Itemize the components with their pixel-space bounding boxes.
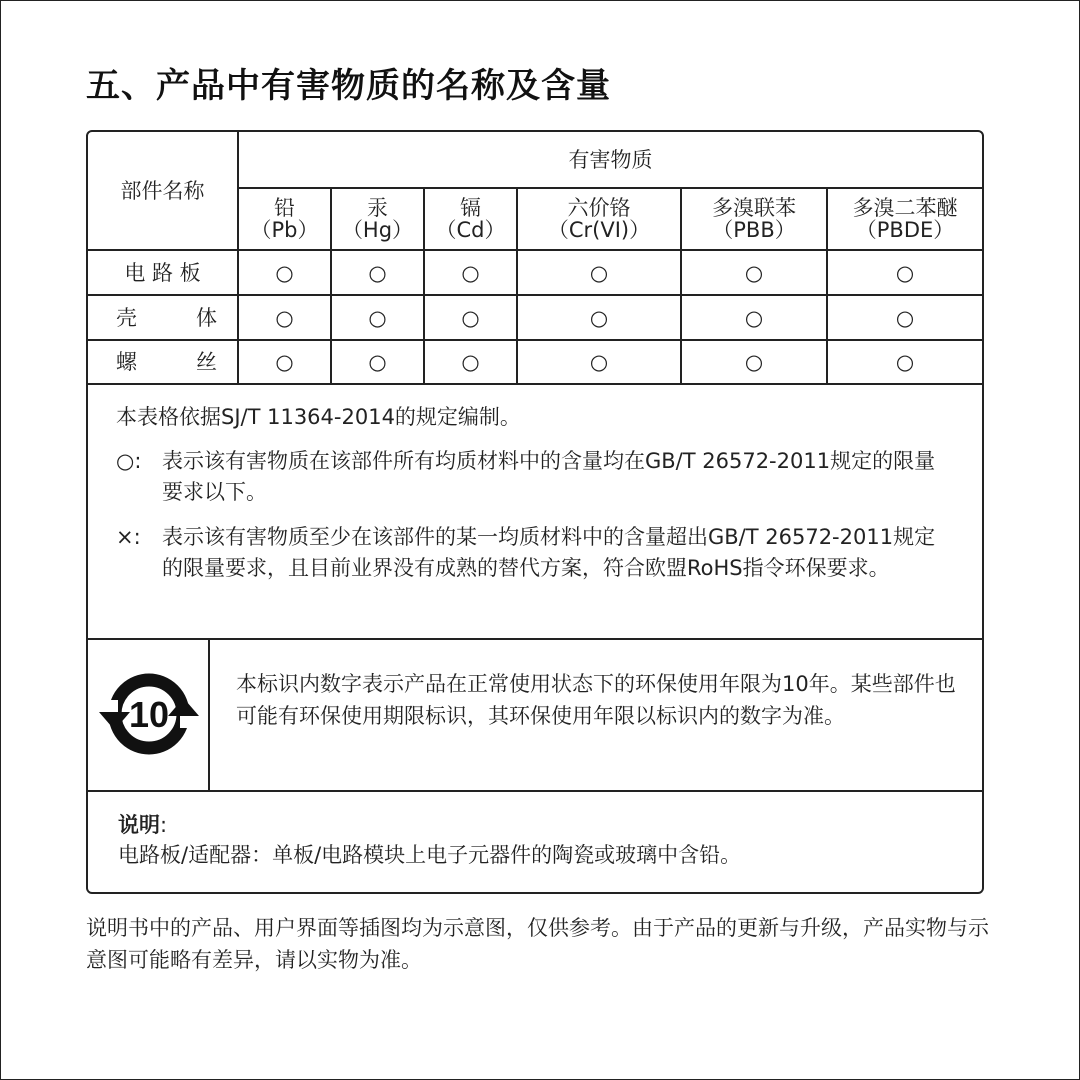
part-name-cell: 壳 体 [88, 295, 238, 340]
mark-cell: ○ [681, 295, 827, 340]
remark-section [118, 810, 958, 870]
hazardous-substances-header: 有害物质 [238, 132, 982, 188]
circle-note [116, 446, 956, 508]
mark-cell: ○ [827, 295, 982, 340]
remark-heading: 说明 [118, 813, 160, 837]
remark-colon: : [160, 813, 168, 837]
mark-cell: ○ [331, 340, 424, 384]
epup-icon-cell [88, 638, 210, 790]
cross-note-text: 表示该有害物质至少在该部件的某一均质材料中的含量超出GB/T 26572-2011规定的限量要求，且目前业界没有成熟的替代方案，符合欧盟RoHS指令环保要求。 [162, 525, 936, 580]
substance-abbr: （PBDE） [855, 218, 955, 242]
mark-cell: ○ [238, 340, 331, 384]
mark-cell: ○ [424, 340, 517, 384]
substance-header-cadmium [424, 188, 517, 250]
page-title: 五、产品中有害物质的名称及含量 [86, 66, 611, 106]
mark-cell: ○ [238, 295, 331, 340]
table-row-screw [88, 340, 982, 384]
part-name-cell: 电 路 板 [88, 250, 238, 295]
circle-symbol: ○: [116, 449, 142, 473]
mark-cell: ○ [681, 250, 827, 295]
mark-cell: ○ [827, 250, 982, 295]
mark-cell: ○ [424, 250, 517, 295]
substance-name: 铅 [274, 196, 295, 220]
remark-heading-line [118, 810, 958, 840]
substance-header-pbb [681, 188, 827, 250]
hazardous-substances-table [88, 132, 982, 385]
substance-abbr: （Cr(VI)） [547, 218, 651, 242]
table-notes [88, 384, 982, 640]
mark-cell: ○ [681, 340, 827, 384]
circle-note-text: 表示该有害物质在该部件所有均质材料中的含量均在GB/T 26572-2011规定的限量要求以下。 [162, 449, 936, 504]
table-row-circuit-board [88, 250, 982, 295]
substance-abbr: （Hg） [341, 218, 414, 242]
mark-cell: ○ [517, 340, 681, 384]
mark-cell: ○ [517, 295, 681, 340]
cross-symbol: ×: [116, 525, 141, 549]
mark-cell: ○ [517, 250, 681, 295]
substance-name: 镉 [460, 196, 481, 220]
substance-name: 汞 [367, 196, 388, 220]
hazardous-substances-panel [86, 130, 984, 894]
remark-text: 电路板/适配器：单板/电路模块上电子元器件的陶瓷或玻璃中含铅。 [118, 843, 742, 867]
substance-header-lead [238, 188, 331, 250]
substance-abbr: （Cd） [435, 218, 506, 242]
table-row-housing [88, 295, 982, 340]
mark-cell: ○ [331, 295, 424, 340]
substance-header-pbde [827, 188, 982, 250]
mark-cell: ○ [424, 295, 517, 340]
substance-name: 六价铬 [567, 196, 631, 220]
epup-icon-number: 10 [128, 694, 170, 735]
epup-description: 本标识内数字表示产品在正常使用状态下的环保使用年限为10年。某些部件也可能有环保使用期限标识，其环保使用年限以标识内的数字为准。 [236, 672, 956, 728]
standard-note: 本表格依据SJ/T 11364-2014的规定编制。 [116, 405, 521, 429]
environmental-protection-use-period-10-icon [98, 668, 200, 760]
substance-abbr: （PBB） [712, 218, 796, 242]
substance-header-chromium-vi [517, 188, 681, 250]
mark-cell: ○ [827, 340, 982, 384]
illustration-disclaimer: 说明书中的产品、用户界面等插图均为示意图，仅供参考。由于产品的更新与升级，产品实物与示意图可能略有差异，请以实物为准。 [86, 916, 989, 972]
substance-name: 多溴二苯醚 [852, 196, 958, 220]
mark-cell: ○ [331, 250, 424, 295]
substance-name: 多溴联苯 [712, 196, 796, 220]
part-name-cell: 螺 丝 [88, 340, 238, 384]
substance-abbr: （Pb） [250, 218, 319, 242]
cross-note [116, 522, 956, 584]
substance-header-mercury [331, 188, 424, 250]
epup-section [88, 638, 982, 792]
part-name-header: 部件名称 [88, 132, 238, 250]
mark-cell: ○ [238, 250, 331, 295]
